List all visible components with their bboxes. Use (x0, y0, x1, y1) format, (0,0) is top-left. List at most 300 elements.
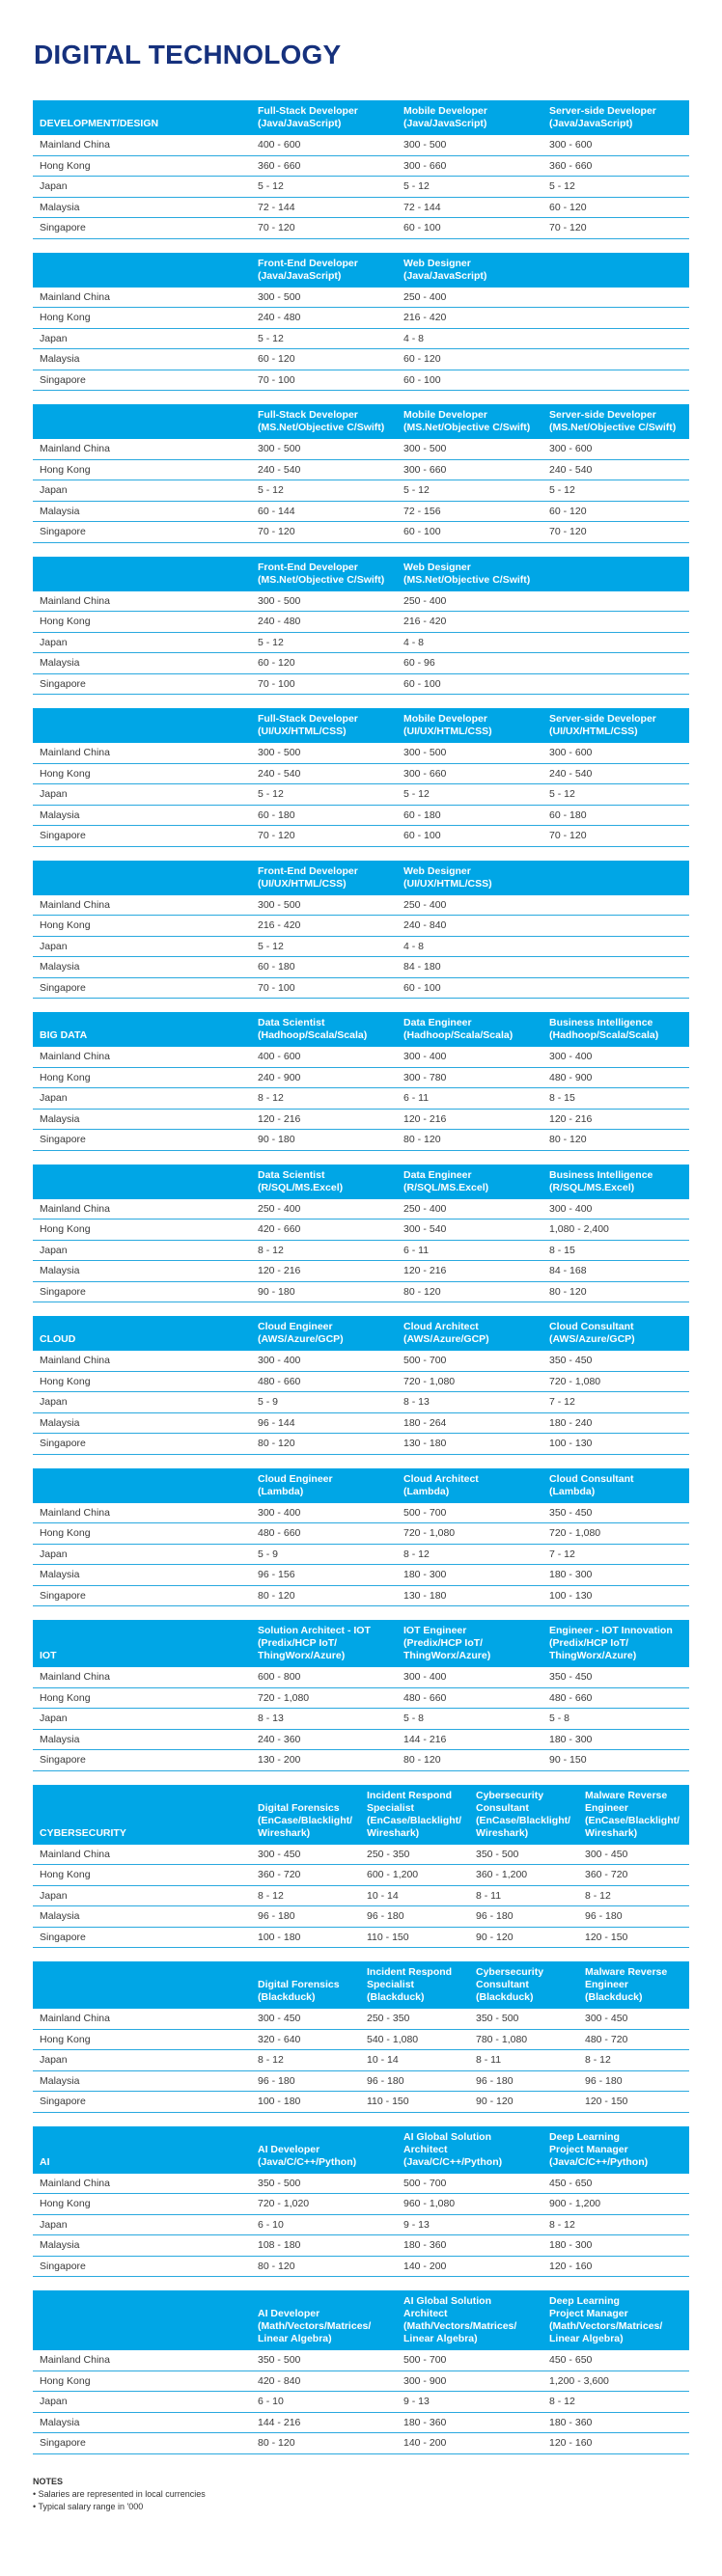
region-cell: Japan (33, 177, 252, 198)
salary-cell: 96 - 144 (252, 1412, 398, 1434)
salary-cell: 90 - 180 (252, 1281, 398, 1302)
table-row (33, 1371, 689, 1392)
region-cell: Malaysia (33, 2070, 252, 2092)
salary-cell: 70 - 120 (252, 218, 398, 239)
salary-table (33, 1165, 689, 1303)
region-cell: Singapore (33, 1927, 252, 1948)
region-cell: Singapore (33, 370, 252, 391)
table-row (33, 2009, 689, 2029)
table-row (33, 2050, 689, 2071)
column-header: Incident Respond Specialist (Blackduck) (361, 1961, 470, 2009)
salary-cell: 60 - 120 (252, 653, 398, 674)
notes-title: NOTES (33, 2476, 64, 2486)
column-header: Cloud Architect (AWS/Azure/GCP) (398, 1316, 543, 1351)
salary-cell: 400 - 600 (252, 1047, 398, 1067)
table-row (33, 1351, 689, 1371)
salary-cell: 6 - 10 (252, 2214, 398, 2235)
region-cell: Japan (33, 328, 252, 349)
salary-cell: 5 - 12 (252, 936, 398, 957)
salary-cell: 300 - 500 (252, 895, 398, 916)
salary-cell: 144 - 216 (398, 1729, 543, 1750)
category-label (33, 2290, 252, 2350)
table-row (33, 522, 689, 543)
table-header-row (33, 1165, 689, 1199)
salary-cell: 350 - 450 (543, 1351, 689, 1371)
salary-cell: 100 - 180 (252, 2092, 361, 2113)
salary-cell (543, 288, 689, 308)
table-row (33, 2370, 689, 2392)
region-cell: Malaysia (33, 2235, 252, 2257)
region-cell: Mainland China (33, 2009, 252, 2029)
salary-cell: 100 - 130 (543, 1585, 689, 1606)
table-row (33, 288, 689, 308)
salary-cell: 10 - 14 (361, 1885, 470, 1906)
salary-cell: 720 - 1,080 (252, 1687, 398, 1709)
salary-cell: 5 - 12 (252, 784, 398, 806)
region-cell: Malaysia (33, 1565, 252, 1586)
column-header: Deep Learning Project Manager (Java/C/C++/Python) (543, 2126, 689, 2174)
salary-cell: 300 - 500 (398, 743, 543, 763)
salary-cell: 300 - 500 (252, 288, 398, 308)
salary-cell: 320 - 640 (252, 2029, 361, 2050)
region-cell: Mainland China (33, 288, 252, 308)
region-cell: Singapore (33, 826, 252, 847)
region-cell: Singapore (33, 218, 252, 239)
region-cell: Hong Kong (33, 763, 252, 784)
salary-cell: 5 - 12 (252, 177, 398, 198)
table-header-row (33, 1961, 689, 2009)
salary-table (33, 1012, 689, 1151)
region-cell: Malaysia (33, 349, 252, 370)
table-header-row (33, 1316, 689, 1351)
salary-cell: 300 - 450 (252, 1845, 361, 1865)
page-title: DIGITAL TECHNOLOGY (34, 40, 342, 69)
salary-table (33, 557, 689, 696)
salary-cell: 130 - 180 (398, 1585, 543, 1606)
column-header: Cloud Engineer (Lambda) (252, 1468, 398, 1503)
salary-cell: 120 - 216 (252, 1261, 398, 1282)
column-header: Solution Architect - IOT (Predix/HCP IoT/ ThingWorx/Azure) (252, 1620, 398, 1667)
salary-cell: 780 - 1,080 (470, 2029, 579, 2050)
region-cell: Hong Kong (33, 612, 252, 633)
region-cell: Malaysia (33, 1261, 252, 1282)
column-header: AI Developer (Java/C/C++/Python) (252, 2126, 398, 2174)
salary-cell: 350 - 500 (470, 1845, 579, 1865)
salary-cell: 350 - 500 (252, 2350, 398, 2370)
region-cell: Hong Kong (33, 2194, 252, 2215)
salary-cell: 72 - 156 (398, 501, 543, 522)
table-row (33, 632, 689, 653)
table-row (33, 2214, 689, 2235)
salary-cell: 240 - 480 (252, 308, 398, 329)
salary-cell: 120 - 216 (543, 1109, 689, 1130)
table-row (33, 1109, 689, 1130)
salary-cell: 720 - 1,080 (398, 1523, 543, 1545)
salary-cell: 250 - 400 (398, 288, 543, 308)
region-cell: Hong Kong (33, 2370, 252, 2392)
salary-cell: 60 - 120 (252, 349, 398, 370)
salary-table (33, 1468, 689, 1607)
salary-cell: 300 - 400 (398, 1047, 543, 1067)
salary-cell: 120 - 216 (398, 1261, 543, 1282)
salary-cell: 120 - 150 (579, 2092, 689, 2113)
column-header: Server-side Developer (UI/UX/HTML/CSS) (543, 708, 689, 743)
category-label (33, 404, 252, 439)
salary-cell: 96 - 180 (361, 1906, 470, 1928)
salary-cell: 96 - 180 (252, 1906, 361, 1928)
salary-cell: 96 - 180 (252, 2070, 361, 2092)
table-row (33, 743, 689, 763)
salary-cell: 300 - 400 (252, 1351, 398, 1371)
salary-cell: 100 - 130 (543, 1434, 689, 1455)
salary-cell (543, 591, 689, 612)
table-row (33, 218, 689, 239)
column-header: Malware Reverse Engineer (Blackduck) (579, 1961, 689, 2009)
salary-cell: 5 - 12 (543, 480, 689, 502)
table-header-row (33, 1468, 689, 1503)
region-cell: Mainland China (33, 2350, 252, 2370)
region-cell: Mainland China (33, 2174, 252, 2194)
column-header (543, 253, 689, 288)
salary-cell: 350 - 450 (543, 1667, 689, 1687)
table-row (33, 977, 689, 999)
salary-cell: 8 - 11 (470, 1885, 579, 1906)
category-label: CLOUD (33, 1316, 252, 1351)
column-header: Cloud Engineer (AWS/Azure/GCP) (252, 1316, 398, 1351)
table-row (33, 197, 689, 218)
region-cell: Mainland China (33, 1667, 252, 1687)
salary-cell: 60 - 100 (398, 977, 543, 999)
region-cell: Hong Kong (33, 155, 252, 177)
salary-cell: 96 - 180 (470, 2070, 579, 2092)
salary-table (33, 861, 689, 1000)
table-row (33, 1687, 689, 1709)
salary-cell: 70 - 100 (252, 673, 398, 695)
table-row (33, 1729, 689, 1750)
salary-cell (543, 916, 689, 937)
table-row (33, 480, 689, 502)
salary-cell: 216 - 420 (252, 916, 398, 937)
column-header: Mobile Developer (UI/UX/HTML/CSS) (398, 708, 543, 743)
table-row (33, 826, 689, 847)
salary-cell: 720 - 1,080 (543, 1371, 689, 1392)
salary-cell: 360 - 720 (579, 1865, 689, 1886)
column-header: Cloud Consultant (AWS/Azure/GCP) (543, 1316, 689, 1351)
region-cell: Malaysia (33, 501, 252, 522)
salary-cell: 360 - 1,200 (470, 1865, 579, 1886)
salary-cell: 120 - 160 (543, 2433, 689, 2454)
salary-cell: 5 - 12 (398, 784, 543, 806)
salary-cell: 6 - 10 (252, 2392, 398, 2413)
salary-cell: 80 - 120 (543, 1130, 689, 1151)
region-cell: Malaysia (33, 653, 252, 674)
salary-cell: 5 - 9 (252, 1544, 398, 1565)
salary-cell (543, 957, 689, 978)
category-label (33, 1961, 252, 2009)
salary-cell: 300 - 660 (398, 155, 543, 177)
region-cell: Japan (33, 1392, 252, 1413)
table-row (33, 1088, 689, 1110)
salary-cell: 420 - 840 (252, 2370, 398, 2392)
salary-cell (543, 370, 689, 391)
column-header: Deep Learning Project Manager (Math/Vectors/Matrices/ Linear Algebra) (543, 2290, 689, 2350)
salary-cell: 300 - 780 (398, 1067, 543, 1088)
salary-cell: 70 - 100 (252, 977, 398, 999)
table-row (33, 2174, 689, 2194)
region-cell: Malaysia (33, 197, 252, 218)
column-header: Cybersecurity Consultant (Blackduck) (470, 1961, 579, 2009)
salary-cell: 500 - 700 (398, 2174, 543, 2194)
salary-table (33, 708, 689, 847)
table-row (33, 155, 689, 177)
table-row (33, 612, 689, 633)
salary-cell: 300 - 450 (579, 1845, 689, 1865)
table-row (33, 1845, 689, 1865)
region-cell: Hong Kong (33, 1523, 252, 1545)
salary-cell (543, 895, 689, 916)
salary-table (33, 1785, 689, 1949)
column-header: Front-End Developer (UI/UX/HTML/CSS) (252, 861, 398, 895)
region-cell: Hong Kong (33, 916, 252, 937)
region-cell: Japan (33, 1885, 252, 1906)
salary-cell: 60 - 96 (398, 653, 543, 674)
salary-cell: 8 - 12 (252, 1885, 361, 1906)
salary-cell: 450 - 650 (543, 2174, 689, 2194)
table-row (33, 1199, 689, 1219)
table-row (33, 2070, 689, 2092)
table-row (33, 1885, 689, 1906)
table-header-row (33, 1620, 689, 1667)
table-header-row (33, 708, 689, 743)
table-header-row (33, 2126, 689, 2174)
salary-cell: 120 - 216 (398, 1109, 543, 1130)
table-row (33, 1047, 689, 1067)
salary-cell: 300 - 660 (398, 459, 543, 480)
table-row (33, 1130, 689, 1151)
salary-cell (543, 612, 689, 633)
salary-cell: 8 - 11 (470, 2050, 579, 2071)
salary-cell: 110 - 150 (361, 2092, 470, 2113)
table-row (33, 2256, 689, 2277)
column-header: IOT Engineer (Predix/HCP IoT/ ThingWorx/Azure) (398, 1620, 543, 1667)
salary-cell: 108 - 180 (252, 2235, 398, 2257)
column-header: Web Designer (MS.Net/Objective C/Swift) (398, 557, 543, 591)
category-label (33, 708, 252, 743)
salary-cell: 240 - 540 (252, 459, 398, 480)
salary-cell: 360 - 660 (252, 155, 398, 177)
category-label (33, 861, 252, 895)
salary-cell: 120 - 216 (252, 1109, 398, 1130)
table-row (33, 1067, 689, 1088)
salary-cell: 720 - 1,080 (398, 1371, 543, 1392)
salary-cell: 5 - 12 (252, 480, 398, 502)
salary-cell: 130 - 180 (398, 1434, 543, 1455)
salary-cell: 300 - 500 (398, 135, 543, 155)
region-cell: Malaysia (33, 1109, 252, 1130)
salary-cell: 1,200 - 3,600 (543, 2370, 689, 2392)
salary-cell: 70 - 120 (252, 522, 398, 543)
category-label (33, 557, 252, 591)
table-row (33, 805, 689, 826)
region-cell: Mainland China (33, 135, 252, 155)
salary-cell: 5 - 8 (543, 1709, 689, 1730)
column-header: Incident Respond Specialist (EnCase/Blacklight/ Wireshark) (361, 1785, 470, 1845)
salary-tables (33, 100, 689, 2454)
salary-cell: 8 - 13 (252, 1709, 398, 1730)
salary-cell: 180 - 300 (543, 2235, 689, 2257)
column-header: Web Designer (UI/UX/HTML/CSS) (398, 861, 543, 895)
region-cell: Singapore (33, 673, 252, 695)
table-header-row (33, 1012, 689, 1047)
salary-cell (543, 673, 689, 695)
salary-cell: 100 - 180 (252, 1927, 361, 1948)
table-row (33, 459, 689, 480)
table-row (33, 501, 689, 522)
table-row (33, 1523, 689, 1545)
salary-cell: 720 - 1,020 (252, 2194, 398, 2215)
salary-cell: 60 - 144 (252, 501, 398, 522)
salary-cell (543, 328, 689, 349)
salary-cell: 5 - 12 (252, 328, 398, 349)
table-row (33, 1565, 689, 1586)
salary-cell: 140 - 200 (398, 2256, 543, 2277)
salary-cell: 5 - 12 (398, 480, 543, 502)
region-cell: Singapore (33, 1434, 252, 1455)
salary-cell: 480 - 720 (579, 2029, 689, 2050)
category-label: AI (33, 2126, 252, 2174)
column-header: Server-side Developer (Java/JavaScript) (543, 100, 689, 135)
salary-cell: 90 - 120 (470, 2092, 579, 2113)
salary-cell: 250 - 350 (361, 2009, 470, 2029)
table-row (33, 1434, 689, 1455)
salary-cell: 80 - 120 (398, 1750, 543, 1771)
salary-cell: 90 - 120 (470, 1927, 579, 1948)
table-row (33, 1865, 689, 1886)
region-cell: Japan (33, 2214, 252, 2235)
salary-cell: 450 - 650 (543, 2350, 689, 2370)
table-row (33, 2092, 689, 2113)
salary-cell: 900 - 1,200 (543, 2194, 689, 2215)
notes-item-currency: • Salaries are represented in local currencies (33, 2488, 206, 2499)
salary-cell: 8 - 12 (543, 2392, 689, 2413)
salary-cell: 480 - 900 (543, 1067, 689, 1088)
category-label (33, 1165, 252, 1199)
region-cell: Japan (33, 936, 252, 957)
table-row (33, 1906, 689, 1928)
table-row (33, 895, 689, 916)
table-row (33, 1219, 689, 1241)
salary-cell: 60 - 100 (398, 673, 543, 695)
salary-cell: 70 - 100 (252, 370, 398, 391)
table-row (33, 328, 689, 349)
salary-cell: 500 - 700 (398, 1503, 543, 1523)
column-header: Business Intelligence (Hadhoop/Scala/Scala) (543, 1012, 689, 1047)
table-row (33, 957, 689, 978)
salary-cell: 8 - 12 (398, 1544, 543, 1565)
table-row (33, 1927, 689, 1948)
table-row (33, 308, 689, 329)
salary-cell: 6 - 11 (398, 1088, 543, 1110)
salary-cell: 180 - 360 (398, 2235, 543, 2257)
salary-cell: 420 - 660 (252, 1219, 398, 1241)
salary-cell: 9 - 13 (398, 2214, 543, 2235)
table-row (33, 177, 689, 198)
table-row (33, 1585, 689, 1606)
region-cell: Hong Kong (33, 2029, 252, 2050)
column-header: Full-Stack Developer (MS.Net/Objective C/Swift) (252, 404, 398, 439)
salary-cell: 60 - 100 (398, 826, 543, 847)
table-row (33, 1503, 689, 1523)
region-cell: Japan (33, 1240, 252, 1261)
salary-cell: 480 - 660 (252, 1371, 398, 1392)
salary-cell: 5 - 9 (252, 1392, 398, 1413)
salary-cell: 84 - 168 (543, 1261, 689, 1282)
region-cell: Singapore (33, 1281, 252, 1302)
salary-cell: 240 - 540 (543, 459, 689, 480)
column-header: Engineer - IOT Innovation (Predix/HCP IoT/ ThingWorx/Azure) (543, 1620, 689, 1667)
salary-cell: 500 - 700 (398, 2350, 543, 2370)
salary-cell: 140 - 200 (398, 2433, 543, 2454)
salary-table (33, 253, 689, 392)
salary-cell: 60 - 180 (398, 805, 543, 826)
region-cell: Singapore (33, 2433, 252, 2454)
salary-table (33, 2290, 689, 2454)
table-row (33, 591, 689, 612)
salary-cell: 300 - 540 (398, 1219, 543, 1241)
salary-cell: 300 - 500 (252, 439, 398, 459)
salary-cell: 300 - 500 (252, 591, 398, 612)
column-header (543, 861, 689, 895)
region-cell: Mainland China (33, 743, 252, 763)
table-row (33, 2235, 689, 2257)
salary-cell: 60 - 120 (398, 349, 543, 370)
salary-cell: 10 - 14 (361, 2050, 470, 2071)
region-cell: Japan (33, 2392, 252, 2413)
region-cell: Singapore (33, 2092, 252, 2113)
salary-cell: 600 - 800 (252, 1667, 398, 1687)
column-header: Data Scientist (Hadhoop/Scala/Scala) (252, 1012, 398, 1047)
salary-cell: 96 - 180 (361, 2070, 470, 2092)
salary-cell: 240 - 840 (398, 916, 543, 937)
salary-cell: 70 - 120 (252, 826, 398, 847)
table-row (33, 2194, 689, 2215)
region-cell: Japan (33, 1544, 252, 1565)
salary-cell: 216 - 420 (398, 612, 543, 633)
table-row (33, 2350, 689, 2370)
salary-cell: 350 - 500 (252, 2174, 398, 2194)
table-header-row (33, 861, 689, 895)
salary-cell: 180 - 240 (543, 1412, 689, 1434)
category-label: CYBERSECURITY (33, 1785, 252, 1845)
salary-cell (543, 308, 689, 329)
salary-cell: 300 - 500 (252, 743, 398, 763)
salary-cell: 96 - 180 (579, 1906, 689, 1928)
salary-cell: 300 - 400 (398, 1667, 543, 1687)
column-header: Full-Stack Developer (UI/UX/HTML/CSS) (252, 708, 398, 743)
table-row (33, 135, 689, 155)
salary-cell: 4 - 8 (398, 936, 543, 957)
table-row (33, 1709, 689, 1730)
column-header: Mobile Developer (Java/JavaScript) (398, 100, 543, 135)
salary-cell: 180 - 300 (398, 1565, 543, 1586)
salary-cell: 6 - 11 (398, 1240, 543, 1261)
notes-item-range: • Typical salary range in '000 (33, 2501, 144, 2511)
salary-cell: 180 - 300 (543, 1729, 689, 1750)
salary-cell: 80 - 120 (252, 2256, 398, 2277)
region-cell: Malaysia (33, 805, 252, 826)
table-row (33, 784, 689, 806)
salary-cell: 360 - 720 (252, 1865, 361, 1886)
